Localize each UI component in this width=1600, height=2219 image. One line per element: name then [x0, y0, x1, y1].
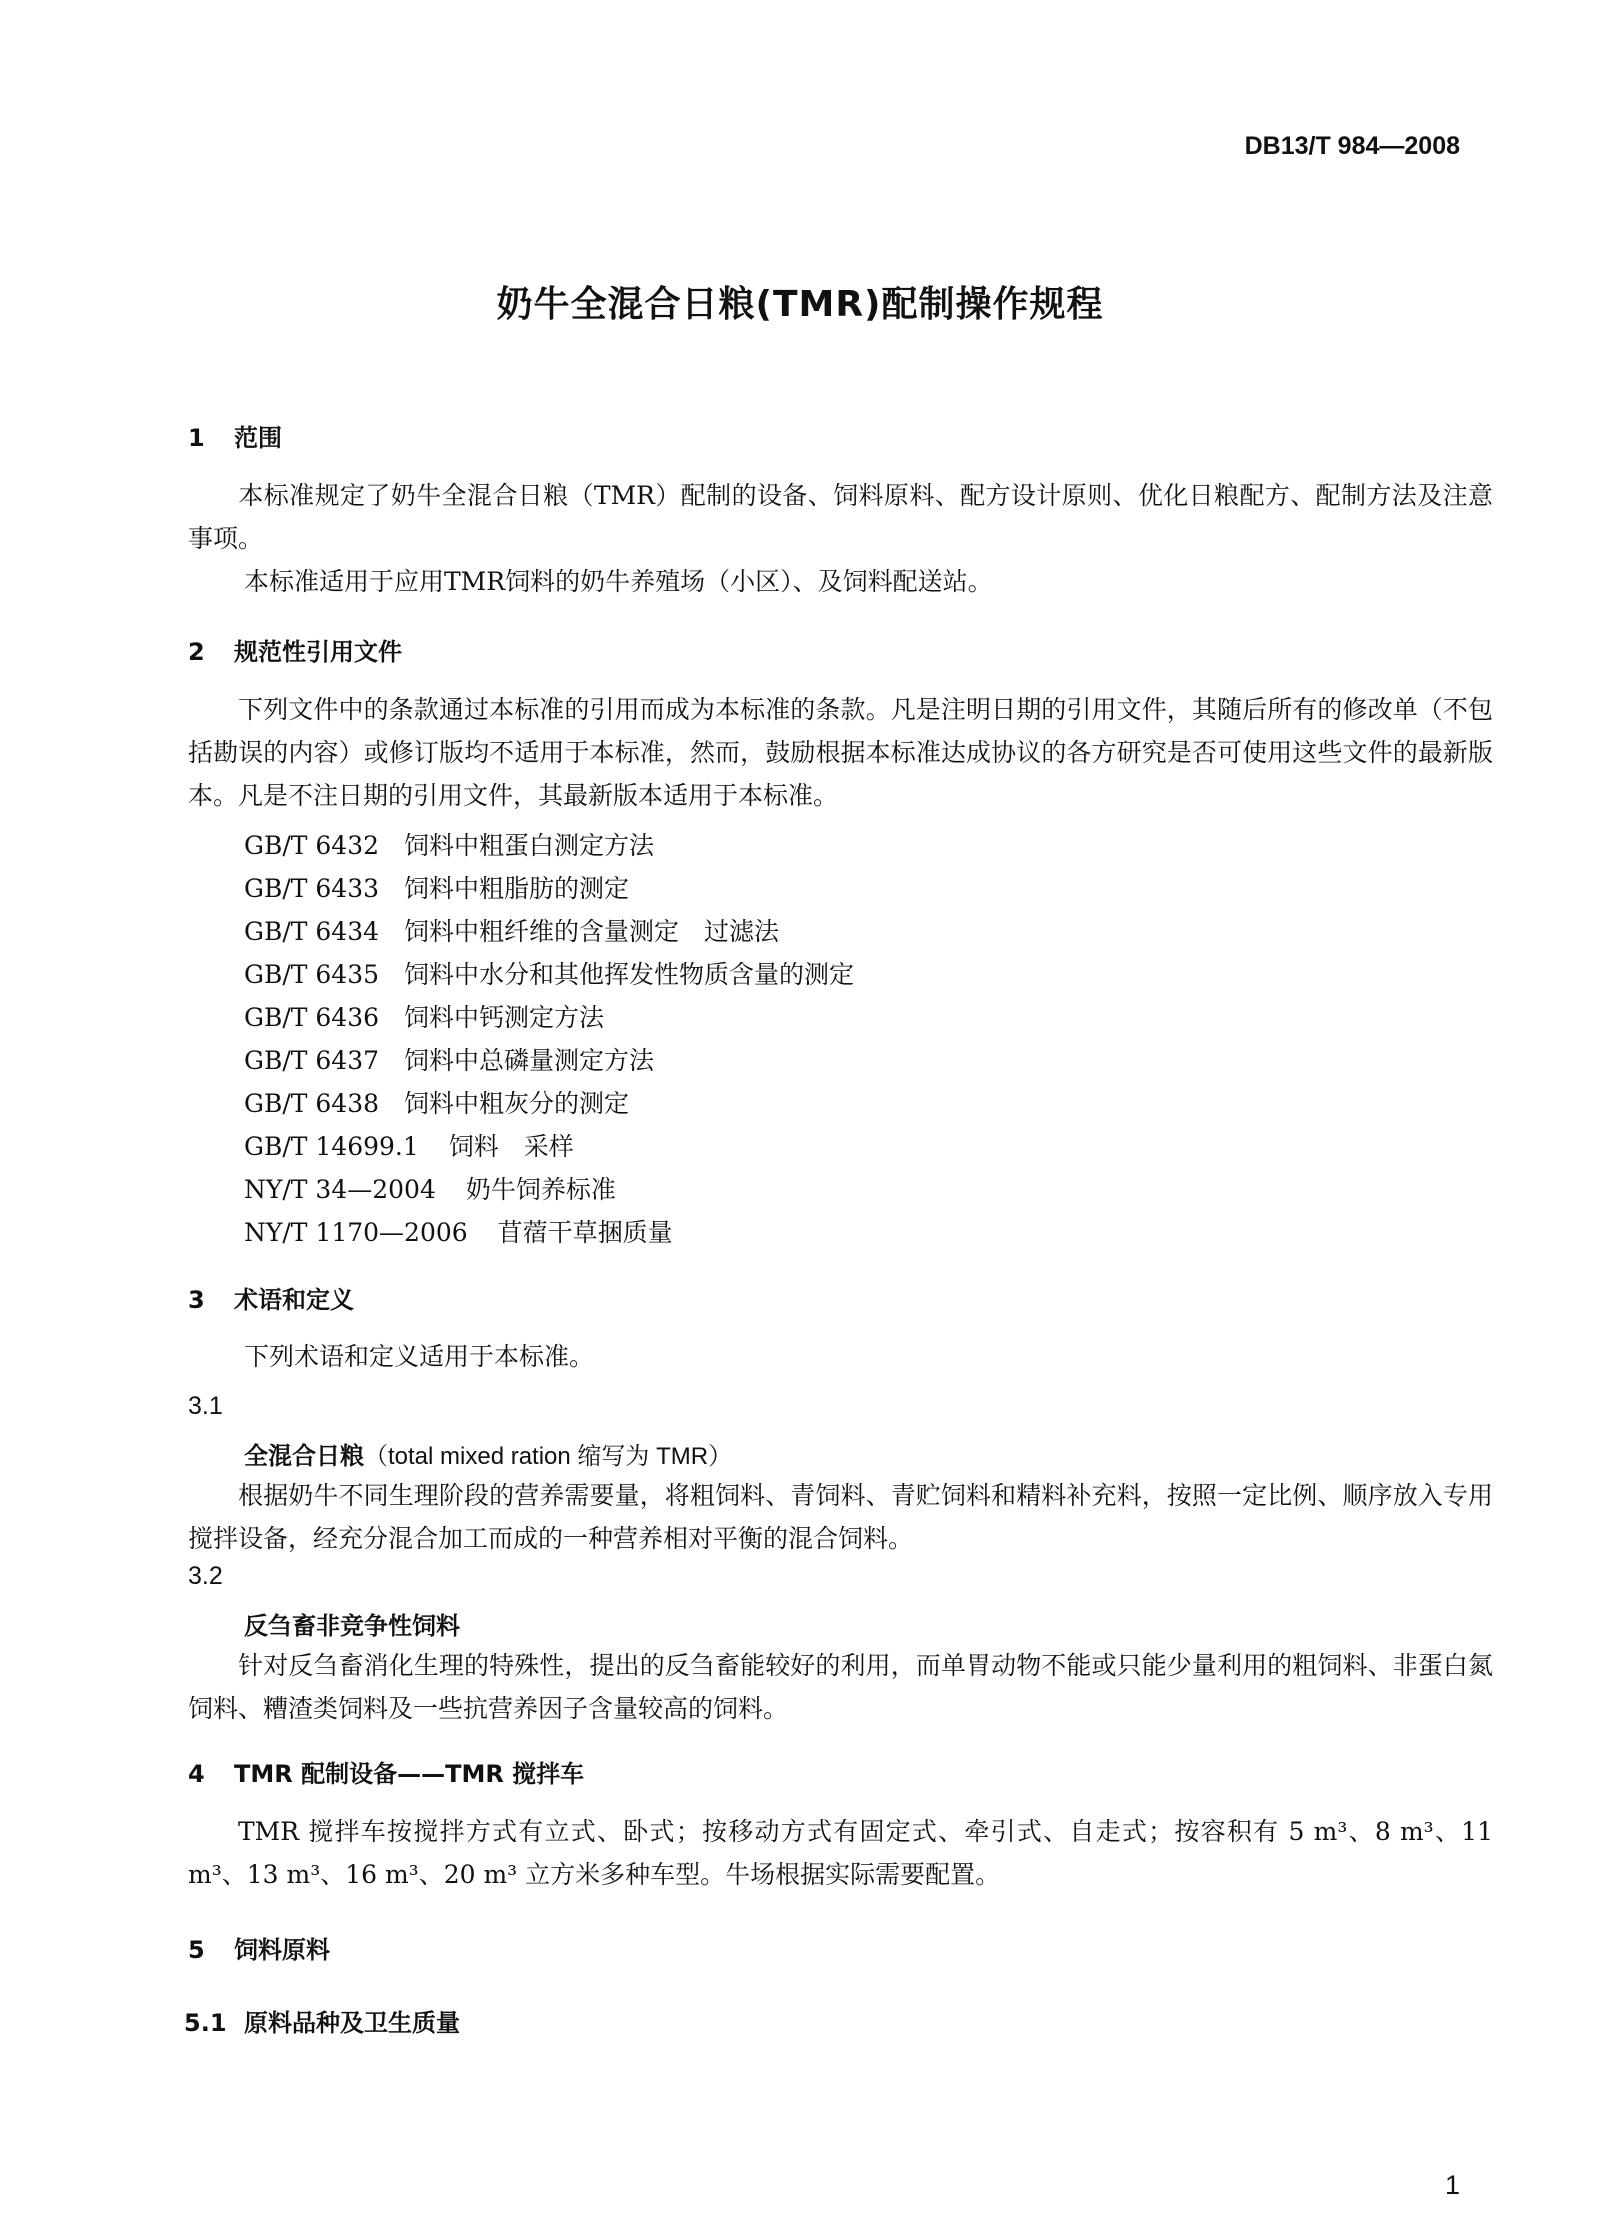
- section-1-heading: [188, 418, 282, 453]
- reference-item: GB/T 6435 饲料中水分和其他挥发性物质含量的测定: [244, 960, 855, 989]
- section-5-1-heading: [184, 2003, 460, 2038]
- reference-item: GB/T 6437 饲料中总磷量测定方法: [244, 1046, 655, 1075]
- section-number: 5: [188, 1936, 205, 1964]
- term-3-1-title: 全混合日粮（total mixed ration 缩写为 TMR）: [244, 1442, 733, 1470]
- term-3-2-definition: 针对反刍畜消化生理的特殊性，提出的反刍畜能较好的利用，而单胃动物不能或只能少量利用的粗饲料、非蛋白氮饲料、糟渣类饲料及一些抗营养因子含量较高的饲料。: [188, 1651, 1493, 1723]
- section-3-paragraph-1: 下列术语和定义适用于本标准。: [244, 1342, 595, 1371]
- section-number: 3: [188, 1286, 205, 1314]
- section-title: 范围: [234, 424, 282, 452]
- subsection-title: 原料品种及卫生质量: [244, 2009, 460, 2037]
- section-title: 饲料原料: [234, 1936, 330, 1964]
- section-number: 1: [188, 424, 205, 452]
- reference-item: GB/T 6433 饲料中粗脂肪的测定: [244, 874, 630, 903]
- section-number: 4: [188, 1760, 205, 1788]
- section-1-paragraph-1: 本标准规定了奶牛全混合日粮（TMR）配制的设备、饲料原料、配方设计原则、优化日粮配方、配制方法及注意事项。: [188, 481, 1493, 553]
- reference-item: NY/T 1170—2006 苜蓿干草捆质量: [244, 1218, 673, 1247]
- reference-item: GB/T 14699.1 饲料 采样: [244, 1132, 574, 1161]
- document-title: 奶牛全混合日粮(TMR)配制操作规程: [496, 284, 1104, 325]
- section-2-paragraph-1: 下列文件中的条款通过本标准的引用而成为本标准的条款。凡是注明日期的引用文件，其随后所有的修改单（不包括勘误的内容）或修订版均不适用于本标准，然而，鼓励根据本标准达成协议的各方研究是否可使用这些文件的最新版本。凡是不注日期的引用文件，其最新版本适用于本标准。: [188, 695, 1493, 810]
- term-3-1-definition: 根据奶牛不同生理阶段的营养需要量，将粗饲料、青饲料、青贮饲料和精料补充料，按照一定比例、顺序放入专用搅拌设备，经充分混合加工而成的一种营养相对平衡的混合饲料。: [188, 1481, 1493, 1553]
- section-4-heading: [188, 1754, 584, 1789]
- subsection-number: 5.1: [184, 2009, 227, 2037]
- section-title: 术语和定义: [234, 1286, 354, 1314]
- reference-item: NY/T 34—2004 奶牛饲养标准: [244, 1175, 616, 1204]
- section-number: 2: [188, 638, 205, 666]
- standard-number: DB13/T 984—2008: [1244, 132, 1460, 160]
- section-5-heading: [188, 1930, 330, 1965]
- section-3-heading: [188, 1280, 354, 1315]
- section-4-paragraph-1: TMR 搅拌车按搅拌方式有立式、卧式；按移动方式有固定式、牵引式、自走式；按容积有 5 m³、8 m³、11 m³、13 m³、16 m³、20 m³ 立方米多种车型。牛场根据实际需要配置。: [188, 1817, 1493, 1889]
- reference-item: GB/T 6438 饲料中粗灰分的测定: [244, 1089, 630, 1118]
- section-2-heading: [188, 632, 402, 667]
- reference-item: GB/T 6432 饲料中粗蛋白测定方法: [244, 831, 655, 860]
- section-1-paragraph-2: 本标准适用于应用TMR饲料的奶牛养殖场（小区）、及饲料配送站。: [244, 567, 993, 596]
- reference-item: GB/T 6434 饲料中粗纤维的含量测定 过滤法: [244, 917, 780, 946]
- reference-item: GB/T 6436 饲料中钙测定方法: [244, 1003, 605, 1032]
- page-number: 1: [1444, 2170, 1460, 2200]
- term-3-2-title: 反刍畜非竞争性饲料: [244, 1612, 460, 1640]
- section-title: TMR 配制设备——TMR 搅拌车: [234, 1760, 585, 1788]
- term-3-2-number: 3.2: [188, 1562, 223, 1590]
- term-3-1-number: 3.1: [188, 1392, 223, 1420]
- section-title: 规范性引用文件: [234, 638, 402, 666]
